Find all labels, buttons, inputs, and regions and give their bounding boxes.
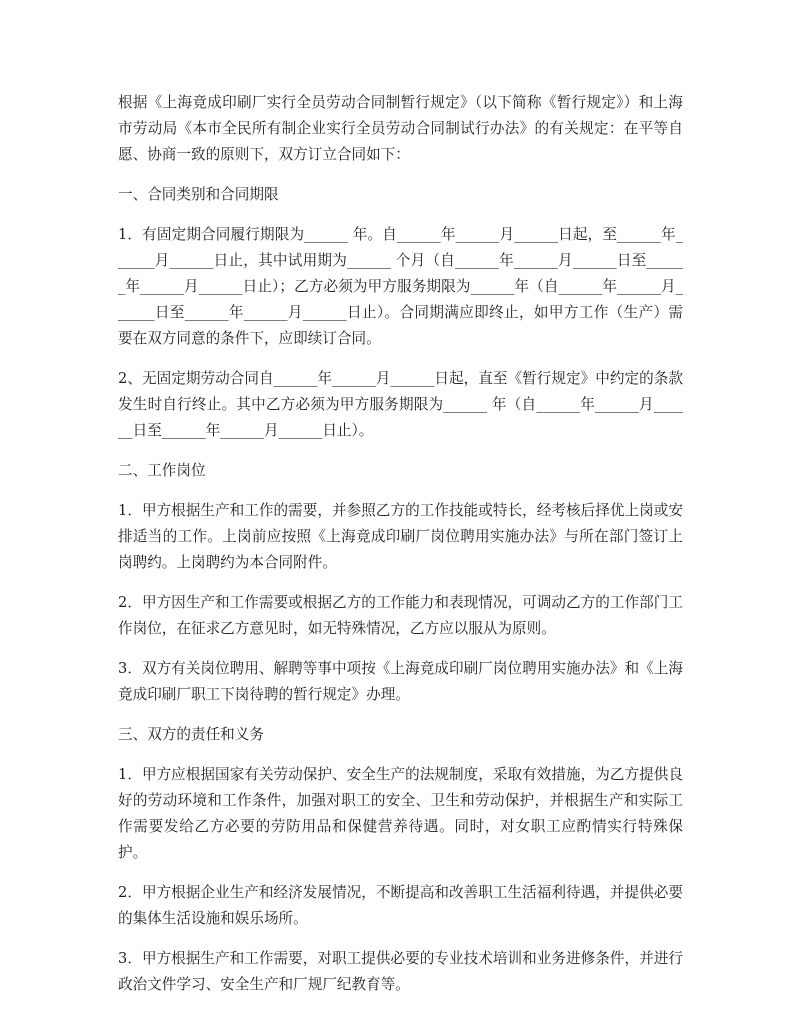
section-heading-contract-type: 一、合同类别和合同期限 [118, 186, 279, 203]
section-heading-position: 二、工作岗位 [118, 462, 206, 479]
clause-fixed-term: 1．有固定期合同履行期限为______ 年。自______年______月______日起，至______年______月______日止，其中试用期为______ 个月（自______年______月______日至______年______月______日止）；乙方必须为甲方服务期限为______年（自______年______月______日至______年______月______日止）。合同期满应即终止，如甲方工作（生产）需要在双方同意的条件下，应即续订合同。 [118, 226, 683, 347]
clause-duties-2: 2．甲方根据企业生产和经济发展情况，不断提高和改善职工生活福利待遇，并提供必要的集体生活设施和娱乐场所。 [118, 884, 683, 927]
clause-duties-3: 3．甲方根据生产和工作需要，对职工提供必要的专业技术培训和业务进修条件，并进行政治文件学习、安全生产和厂规厂纪教育等。 [118, 950, 683, 993]
intro-paragraph: 根据《上海竟成印刷厂实行全员劳动合同制暂行规定》（以下简称《暂行规定》）和上海市劳动局《本市全民所有制企业实行全员劳动合同制试行办法》的有关规定：在平等自愿、协商一致的原则下，双方订立合同如下： [118, 94, 683, 163]
clause-position-2: 2．甲方因生产和工作需要或根据乙方的工作能力和表现情况，可调动乙方的工作部门工作岗位，在征求乙方意见时，如无特殊情况，乙方应以服从为原则。 [118, 594, 683, 637]
clause-duties-1: 1．甲方应根据国家有关劳动保护、安全生产的法规制度，采取有效措施，为乙方提供良好的劳动环境和工作条件，加强对职工的安全、卫生和劳动保护，并根据生产和实际工作需要发给乙方必要的劳防用品和保健营养待遇。同时，对女职工应酌情实行特殊保护。 [118, 766, 683, 861]
clause-position-1: 1．甲方根据生产和工作的需要，并参照乙方的工作技能或特长，经考核后择优上岗或安排适当的工作。上岗前应按照《上海竟成印刷厂岗位聘用实施办法》与所在部门签订上岗聘约。上岗聘约为本合同附件。 [118, 502, 683, 571]
clause-position-3: 3．双方有关岗位聘用、解聘等事中项按《上海竟成印刷厂岗位聘用实施办法》和《上海竟成印刷厂职工下岗待聘的暂行规定》办理。 [118, 660, 683, 703]
clause-open-term: 2、无固定期劳动合同自______年______月______日起，直至《暂行规定》中约定的条款发生时自行终止。其中乙方必须为甲方服务期限为______ 年（自______年______月______日至______年______月______日止）。 [118, 370, 683, 439]
section-heading-duties: 三、双方的责任和义务 [118, 726, 264, 743]
contract-page [118, 90, 683, 1012]
